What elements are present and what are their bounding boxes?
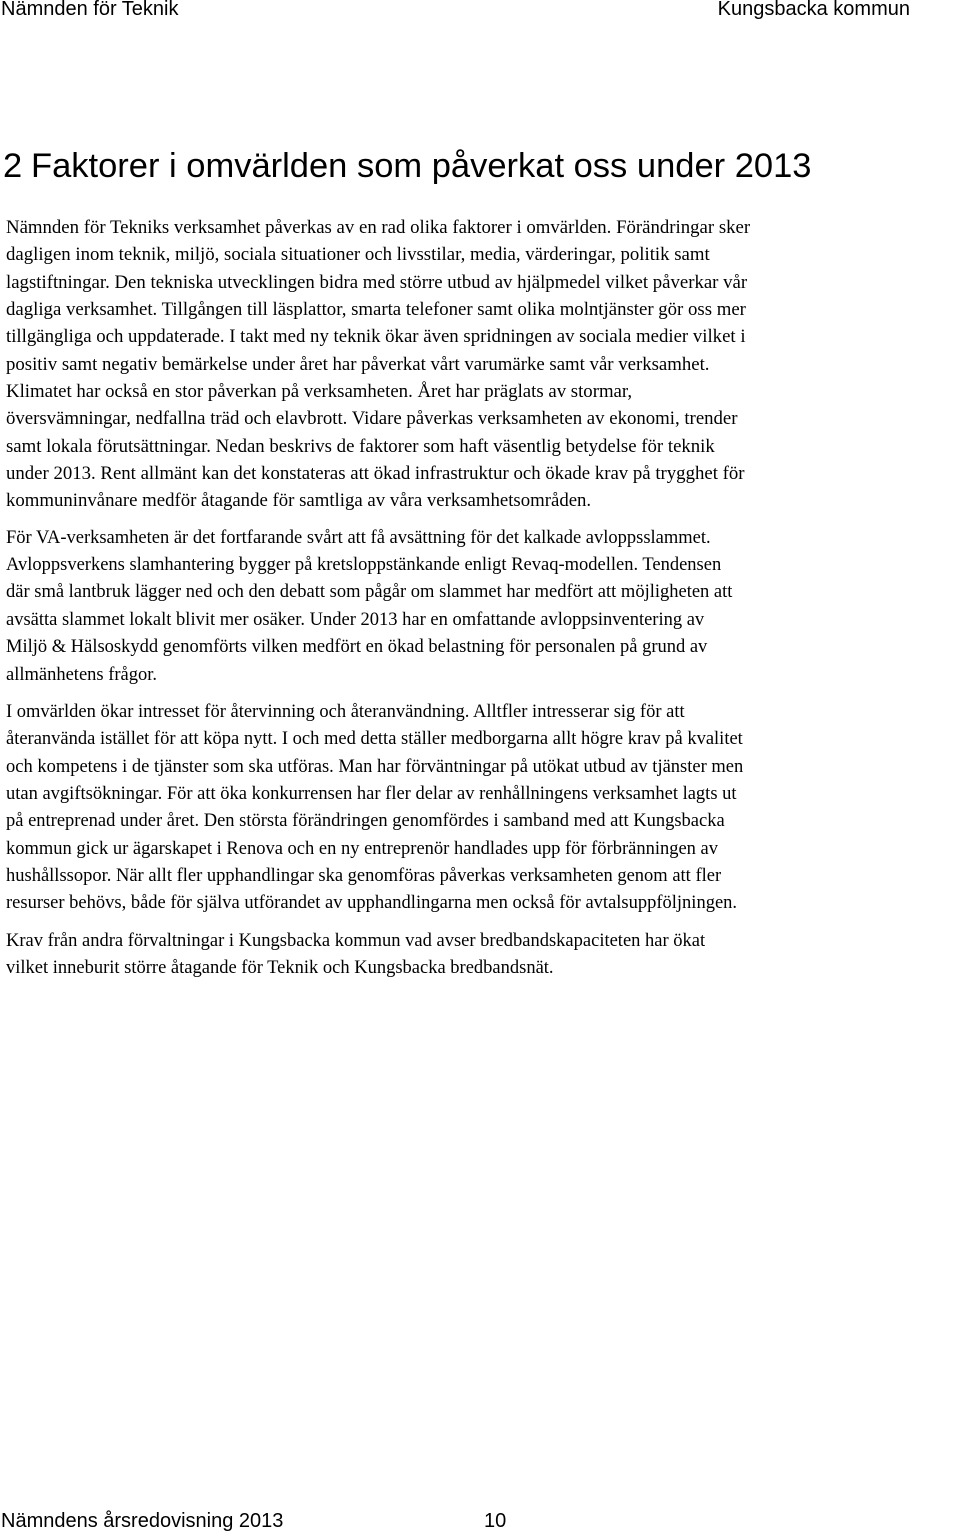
- running-header: [0, 0, 960, 26]
- text-line: tillgängliga och uppdaterade. I takt med ny teknik ökar även spridningen av sociala medier vilket i: [6, 326, 746, 348]
- text-line: Nämnden för Tekniks verksamhet påverkas av en rad olika faktorer i omvärlden. Förändringar sker: [6, 217, 751, 238]
- text-line: vilket inneburit större åtagande för Teknik och Kungsbacka bredbandsnät.: [6, 957, 554, 978]
- text-line: positiv samt negativ bemärkelse under året har påverkat vårt varumärke samt vår verksamhet.: [6, 353, 710, 375]
- body-text: [6, 214, 958, 982]
- text-line: dagliga verksamhet. Tillgången till läsplattor, smarta telefoner samt olika molntjänster gör oss mer: [6, 299, 746, 321]
- running-footer: [0, 1508, 960, 1536]
- text-line: där små lantbruk lägger ned och den debatt som pågår om slammet har medfört att möjligheten att: [6, 582, 733, 603]
- text-line: under 2013. Rent allmänt kan det konstateras att ökad infrastruktur och ökade krav på trygghet för: [6, 463, 745, 485]
- section-heading: [3, 145, 811, 187]
- section-number: 2: [3, 147, 23, 185]
- text-line: samt lokala förutsättningar. Nedan beskrivs de faktorer som haft väsentlig betydelse för teknik: [6, 435, 715, 457]
- text-line: på entreprenad under året. Den största förändringen genomfördes i samband med att Kungsbacka: [6, 811, 725, 832]
- text-line: För VA-verksamheten är det fortfarande svårt att få avsättning för det kalkade avloppsslammet.: [6, 527, 711, 548]
- text-line: lagstiftningar. Den tekniska utvecklingen bidra med större utbud av hjälpmedel vilket påverkar vår: [6, 271, 748, 293]
- text-line: Klimatet har också en stor påverkan på verksamheten. Året har präglats av stormar,: [6, 381, 633, 403]
- text-line: utan avgiftsökningar. För att öka konkurrensen har fler delar av renhållningens verksamhet lagts ut: [6, 783, 737, 804]
- text-line: hushållssopor. När allt fler upphandlingar ska genomföras påverkas verksamheten genom att fler: [6, 865, 722, 886]
- header-committee-name: Nämnden för Teknik: [1, 0, 179, 20]
- text-line: avsätta slammet lokalt blivit mer osäker. Under 2013 har en omfattande avloppsinventering av: [6, 609, 705, 630]
- text-line: I omvärlden ökar intresset för återvinning och återanvändning. Alltfler intresserar sig för att: [6, 701, 685, 722]
- section-title: Faktorer i omvärlden som påverkat oss under 2013: [31, 147, 812, 185]
- text-line: och kompetens i de tjänster som ska utföras. Man har förväntningar på utökat utbud av tjänster men: [6, 756, 744, 777]
- text-line: Miljö & Hälsoskydd genomförts vilken medfört en ökad belastning för personalen på grund av: [6, 637, 708, 658]
- paragraph-broadband: [6, 928, 958, 983]
- text-line: återanvända istället för att köpa nytt. I och med detta ställer medborgarna allt högre krav på kvalitet: [6, 729, 743, 750]
- footer-report-title: Nämndens årsredovisning 2013: [1, 1510, 284, 1532]
- text-line: kommun gick ur ägarskapet i Renova och en ny entreprenör handlades upp för förbränningen av: [6, 838, 719, 859]
- text-line: Krav från andra förvaltningar i Kungsbacka kommun vad avser bredbandskapaciteten har ökat: [6, 930, 706, 951]
- paragraph-recycling: [6, 699, 958, 918]
- text-line: kommuninvånare medför åtagande för samtliga av våra verksamhetsområden.: [6, 490, 592, 512]
- paragraph-external-factors: [6, 214, 958, 515]
- text-line: Avloppsverkens slamhantering bygger på kretsloppstänkande enligt Revaq-modellen. Tendensen: [6, 555, 722, 576]
- text-line: allmänhetens frågor.: [6, 664, 158, 685]
- text-line: översvämningar, nedfallna träd och elavbrott. Vidare påverkas verksamheten av ekonomi, trender: [6, 408, 738, 430]
- text-line: resurser behövs, både för själva utförandet av upphandlingarna men också för avtalsuppföljningen.: [6, 893, 738, 914]
- text-line: dagligen inom teknik, miljö, sociala situationer och livsstilar, media, värderingar, politik samt: [6, 244, 710, 266]
- paragraph-water-sewage: [6, 525, 958, 689]
- header-municipality-name: Kungsbacka kommun: [717, 0, 910, 20]
- page-number: 10: [484, 1510, 507, 1532]
